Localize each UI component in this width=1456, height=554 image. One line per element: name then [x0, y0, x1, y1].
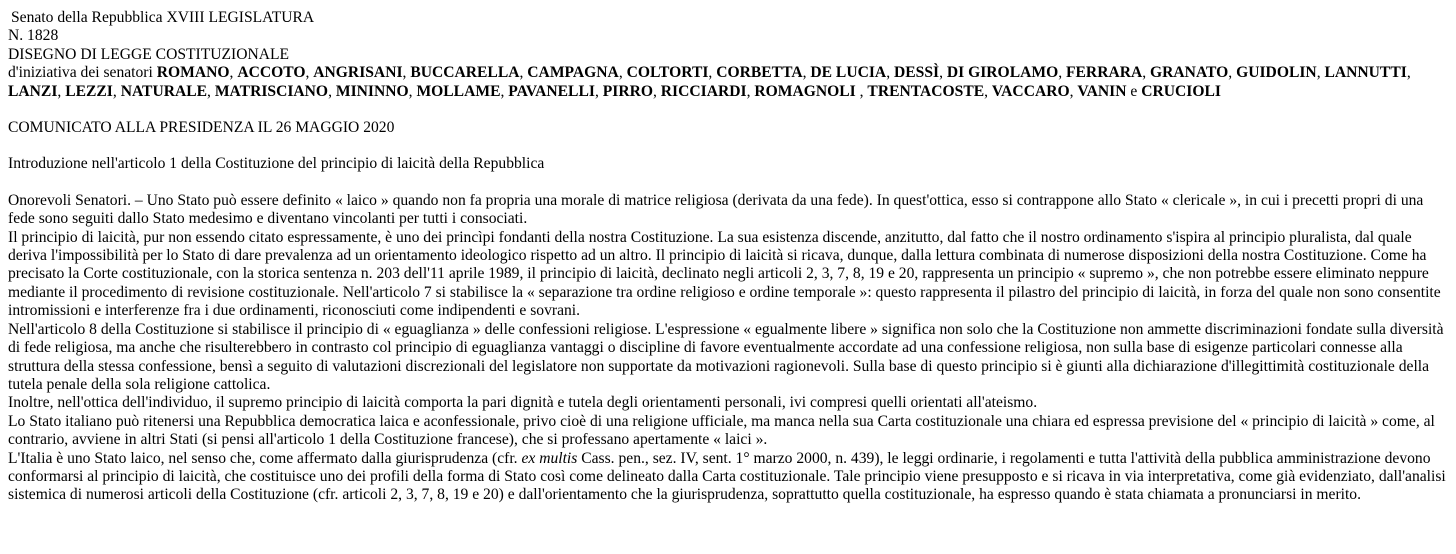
p6-italic: ex multis: [521, 449, 578, 467]
senator-name: VACCARO: [991, 82, 1070, 100]
p6-text-post: Cass. pen., sez. IV, sent. 1° marzo 2000, n. 439), le leggi ordinarie, i regolamenti e tutta l'attività della pubblica amministrazione devono conformarsi al principio di laicità, che costituisce uno dei profili della forma di Stato così come delineato dalla Carta costituzionale. Tale principio viene presupposto e si ricava in via interpretativa, come già evidenziato, dall'analisi sistemica di numerosi articoli della Costituzione (cfr. articoli 2, 3, 7, 8, 19 e 20) e dall'orientamento che la giurisprudenza, soprattutto quella costituzionale, ha espresso quando è stata chiamata a pronunciarsi in merito.: [8, 449, 1446, 504]
senator-name: MATRISCIANO: [214, 82, 329, 100]
senator-name: LANNUTTI: [1324, 64, 1407, 82]
bill-number: N. 1828: [8, 27, 59, 45]
senator-name: ROMAGNOLI: [754, 82, 860, 100]
senator-name: PAVANELLI: [508, 82, 595, 100]
senator-name: GUIDOLIN: [1236, 64, 1317, 82]
bill-title: Introduzione nell'articolo 1 della Costituzione del principio di laicità della Repubblica: [8, 155, 545, 173]
senator-name: FERRARA: [1066, 64, 1143, 82]
senator-name: BUCCARELLA: [410, 64, 520, 82]
senator-name: CAMPAGNA: [527, 64, 619, 82]
senator-name: COLTORTI: [626, 64, 709, 82]
senator-name: NATURALE: [120, 82, 208, 100]
body-paragraph-5: Lo Stato italiano può ritenersi una Repubblica democratica laica e aconfessionale, privo cioè di una religione ufficiale, ma manca nella sua Carta costituzionale una chiara ed espressa previsione del « principio di laicità » come, al contrario, avviene in altri Stati (si pensi all'articolo 1 della Costituzione francese), che si professano apertamente « laici ».: [8, 412, 1435, 449]
bill-type: DISEGNO DI LEGGE COSTITUZIONALE: [8, 45, 290, 63]
senator-name: CORBETTA: [716, 64, 803, 82]
senator-names: ROMANO, ACCOTO, ANGRISANI, BUCCARELLA, CAMPAGNA, COLTORTI, CORBETTA, DE LUCIA, DESSÌ, DI GIROLAMO, FERRARA, GRANATO, GUIDOLIN, LANNUTTI, LANZI, LEZZI, NATURALE, MATRISCIANO, MININNO, MOLLAME, PAVANELLI, PIRRO, RICCIARDI, ROMAGNOLI , TRENTACOSTE, VACCARO, VANIN: [8, 64, 1411, 100]
senator-name: MININNO: [335, 82, 409, 100]
legislature-line: Senato della Repubblica XVIII LEGISLATURA: [11, 9, 315, 26]
senator-name: PIRRO: [602, 82, 653, 100]
senators-list: [8, 64, 1450, 101]
senator-name: ROMANO: [156, 64, 230, 82]
senator-name: ACCOTO: [237, 64, 306, 82]
document-page: [8, 9, 1450, 505]
body-paragraph-4: Inoltre, nell'ottica dell'individuo, il supremo principio di laicità comporta la pari dignità e tutela degli orientamenti personali, ivi compresi quelli orientati all'ateismo.: [8, 394, 1038, 412]
initiative-prefix: d'iniziativa dei senatori: [8, 64, 157, 82]
senator-name: VANIN: [1077, 82, 1127, 100]
senator-name: ANGRISANI: [313, 64, 403, 82]
p6-text-pre: L'Italia è uno Stato laico, nel senso che, come affermato dalla giurisprudenza (cfr.: [8, 449, 522, 467]
body-paragraph-3: Nell'articolo 8 della Costituzione si stabilisce il principio di « eguaglianza » delle confessioni religiose. L'espressione « egualmente libere » significa non solo che la Costituzione non ammette discriminazioni fondate sulla diversità di fede religiosa, ma anche che risulterebbero in contrasto col principio di eguaglianza vantaggi o discipline di favore eventualmente accordate ad una confessione religiosa, non sulla base di esigenze particolari connesse alla struttura della stessa confessione, bensì a seguito di valutazioni discrezionali del legislatore non supportate da motivazioni ragionevoli. Sulla base di questo principio si è giunti alla dichiarazione d'illegittimità costituzionale della tutela penale della sola religione cattolica.: [8, 320, 1444, 393]
body-paragraph-1: Onorevoli Senatori. – Uno Stato può essere definito « laico » quando non fa propria una morale di matrice religiosa (derivata da una fede). In quest'ottica, esso si contrappone allo Stato « clericale », in cui i precetti propri di una fede sono seguiti dallo Stato medesimo e diventano vincolanti per tutti i consociati.: [8, 191, 1424, 228]
body-paragraph-2: Il principio di laicità, pur non essendo citato espressamente, è uno dei princìpi fondanti della nostra Costituzione. La sua esistenza discende, anzitutto, dal fatto che il nostro ordinamento s'ispira al principio pluralista, dal quale deriva l'impossibilità per lo Stato di dare prevalenza ad un orientamento ideologico rispetto ad un altro. Il principio di laicità si ricava, dunque, dalla lettura combinata di numerose disposizioni della nostra Costituzione. Come ha precisato la Corte costituzionale, con la storica sentenza n. 203 dell'11 aprile 1989, il principio di laicità, declinato negli articoli 2, 3, 7, 8, 19 e 20, rappresenta un principio « supremo », che non potrebbe essere eliminato neppure mediante il procedimento di revisione costituzionale. Nell'articolo 7 si stabilisce la « separazione tra ordine religioso e ordine temporale »: questo rappresenta il pilastro del principio di laicità, in forza del quale non sono consentite intromissioni e interferenze fra i due ordinamenti, riconosciuti come indipendenti e sovrani.: [8, 228, 1441, 320]
senator-name: RICCIARDI: [660, 82, 747, 100]
last-senator: CRUCIOLI: [1141, 82, 1221, 100]
senator-name: MOLLAME: [416, 82, 501, 100]
senator-name: DE LUCIA: [810, 64, 887, 82]
body-paragraph-6: [8, 450, 1450, 505]
senator-name: DESSÌ: [894, 64, 940, 82]
last-conjunction: e: [1126, 82, 1142, 100]
senator-name: GRANATO: [1150, 64, 1229, 82]
senator-name: TRENTACOSTE: [867, 82, 985, 100]
senator-name: LEZZI: [65, 82, 113, 100]
senator-name: LANZI: [8, 82, 58, 100]
senator-name: DI GIROLAMO: [946, 64, 1059, 82]
communicated-line: COMUNICATO ALLA PRESIDENZA IL 26 MAGGIO 2020: [8, 119, 395, 137]
